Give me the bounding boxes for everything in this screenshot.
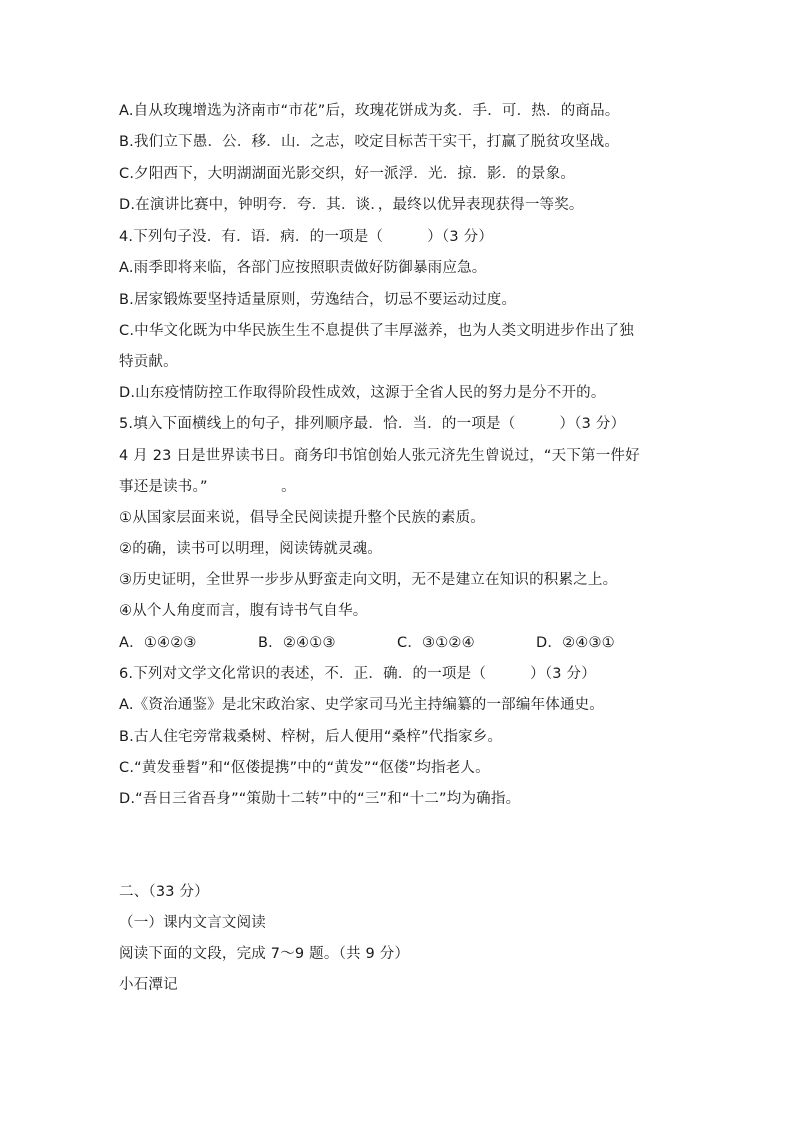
q5-option-c: C．③①②④ [397,635,475,651]
q4-option-a: A.雨季即将来临，各部门应按照职责做好防御暴雨应急。 [119,260,487,276]
q6-option-b: B.古人住宅旁常栽桑树、梓树，后人便用“桑梓”代指家乡。 [119,729,503,745]
q5-sentence-4: ④从个人角度而言，腹有诗书气自华。 [119,603,368,619]
q5-stem: 5.填入下面横线上的句子，排列顺序最．恰．当．的一项是（ ）（3 分） [119,416,626,432]
q3-option-c: C.夕阳西下，大明湖湖面光影交织，好一派浮．光．掠．影．的景象。 [119,166,576,182]
q3-option-b: B.我们立下愚．公．移．山．之志，咬定目标苦干实干，打赢了脱贫攻坚战。 [119,134,620,150]
q5-option-b: B．②④①③ [258,635,336,651]
q6-option-c: C.“黄发垂髫”和“伛偻提携”中的“黄发”“伛偻”均指老人。 [119,760,490,776]
q5-sentence-1: ①从国家层面来说，倡导全民阅读提升整个民族的素质。 [119,510,485,526]
q5-options [119,633,689,653]
q6-option-a: A.《资治通鉴》是北宋政治家、史学家司马光主持编纂的一部编年体通史。 [119,697,605,713]
section-2-instruction: 阅读下面的文段，完成 7～9 题。（共 9 分） [119,946,410,962]
q6-option-d: D.“吾日三省吾身”“策勋十二转”中的“三”和“十二”均为确指。 [119,791,521,807]
q5-passage-line2: 事还是读书。” 。 [119,479,296,495]
q4-option-d: D.山东疫情防控工作取得阶段性成效，这源于全省人民的努力是分不开的。 [119,385,606,401]
section-2-title: 二、（33 分） [119,884,209,900]
q3-option-a: A.自从玫瑰增选为济南市“市花”后，玫瑰花饼成为炙．手．可．热．的商品。 [119,103,620,119]
q5-sentence-2: ②的确，读书可以明理，阅读铸就灵魂。 [119,541,383,557]
q4-option-c-line1: C.中华文化既为中华民族生生不息提供了丰厚滋养，也为人类文明进步作出了独 [119,323,634,339]
q5-passage-line1: 4 月 23 日是世界读书日。商务印书馆创始人张元济先生曾说过，“天下第一件好 [119,448,640,464]
q4-option-c-line2: 特贡献。 [119,354,178,370]
q5-option-d: D．②④③① [536,635,615,651]
q5-option-a: A．①④②③ [119,635,197,651]
q4-option-b: B.居家锻炼要坚持适量原则，劳逸结合，切忌不要运动过度。 [119,292,517,308]
q3-option-d: D.在演讲比赛中，钟明夸．夸．其．谈．，最终以优异表现获得一等奖。 [119,197,584,213]
q5-sentence-3: ③历史证明，全世界一步步从野蛮走向文明，无不是建立在知识的积累之上。 [119,572,618,588]
passage-title: 小石潭记 [119,977,178,993]
section-2-subtitle: （一）课内文言文阅读 [119,915,266,931]
q6-stem: 6.下列对文学文化常识的表述，不．正．确．的一项是（ ）（3 分） [119,666,596,682]
q4-stem: 4.下列句子没．有．语．病．的一项是（ ）（3 分） [119,229,494,245]
